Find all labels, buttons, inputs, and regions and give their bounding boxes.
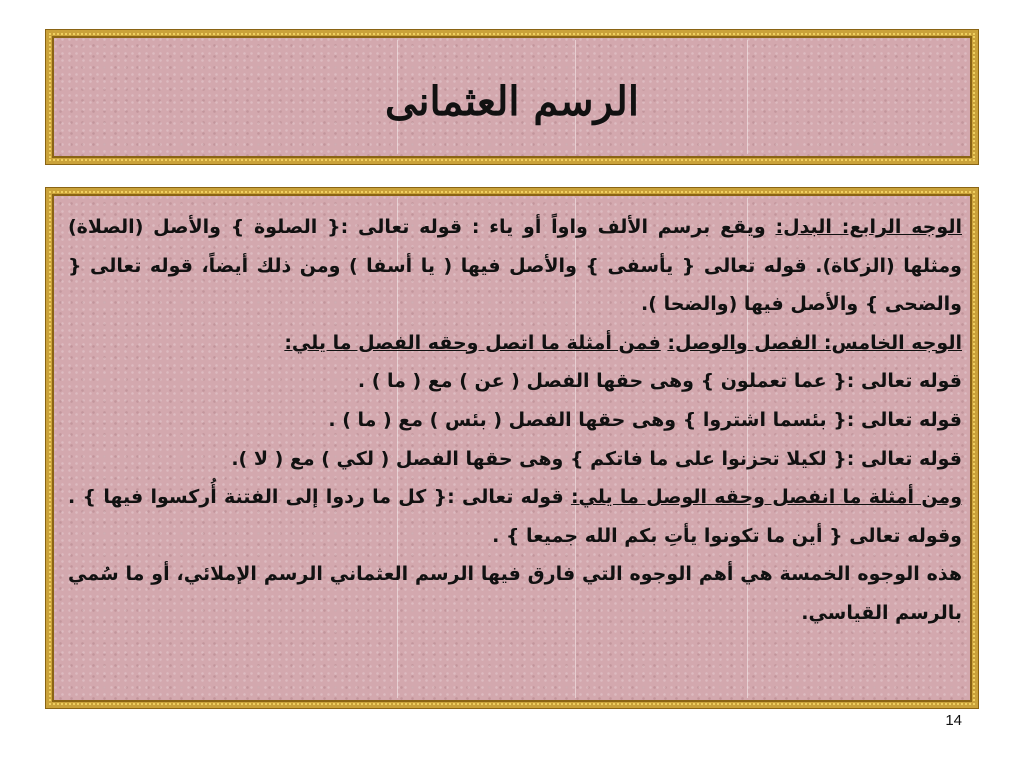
body-paragraph	[68, 208, 962, 324]
body-paragraph	[68, 401, 962, 440]
slide-title: الرسم العثمانى	[385, 78, 639, 125]
underlined-heading-text: الوجه الرابع: البدل:	[775, 216, 962, 238]
paragraph-text: قوله تعالى :{ عما تعملون } وهى حقها الفصل ( عن ) مع ( ما ) .	[357, 370, 962, 393]
paragraph-text: قوله تعالى :{ لكيلا تحزنوا على ما فاتكم } وهى حقها الفصل ( لكي ) مع ( لا ).	[231, 447, 962, 470]
body-paragraph	[68, 440, 962, 479]
underlined-heading-text: الوجه الخامس: الفصل والوصل:	[667, 331, 962, 354]
underlined-heading-text: ومن أمثلة ما انفصل وحقه الوصل ما يلي:	[570, 486, 963, 509]
paragraph-text: ويقع برسم الألف واواً أو ياء : قوله تعالى :{ الصلوة } والأصل (الصلاة) ومثلها (الزكاة). قوله تعالى { يأسفى } والأصل فيها ( يا أسفا ) ومن ذلك أيضاً، قوله تعالى { والضحى } والأصل فيها (والضحا ).	[68, 216, 962, 316]
paragraph-text: قوله تعالى :{ كل ما ردوا إلى الفتنة أُركسوا فيها } . وقوله تعالى { أين ما تكونوا يأتِ بكم الله جميعا } .	[68, 486, 962, 547]
underlined-heading-text: فمن أمثلة ما اتصل وحقه الفصل ما يلي:	[284, 331, 661, 354]
paragraph-text: قوله تعالى :{ بئسما اشتروا } وهى حقها الفصل ( بئس ) مع ( ما ) .	[328, 408, 962, 431]
body-paragraph	[68, 555, 962, 632]
body-paragraph	[68, 478, 962, 555]
title-box	[46, 30, 978, 164]
content-box	[46, 188, 978, 708]
slide-number: 14	[945, 712, 962, 729]
paragraph-text: هذه الوجوه الخمسة هي أهم الوجوه التي فارق فيها الرسم العثماني الرسم الإملائي، أو ما سُمي بالرسم القياسي.	[68, 563, 962, 624]
body-paragraph	[68, 324, 962, 363]
body-paragraph	[68, 362, 962, 401]
slide-body-text	[68, 208, 962, 633]
